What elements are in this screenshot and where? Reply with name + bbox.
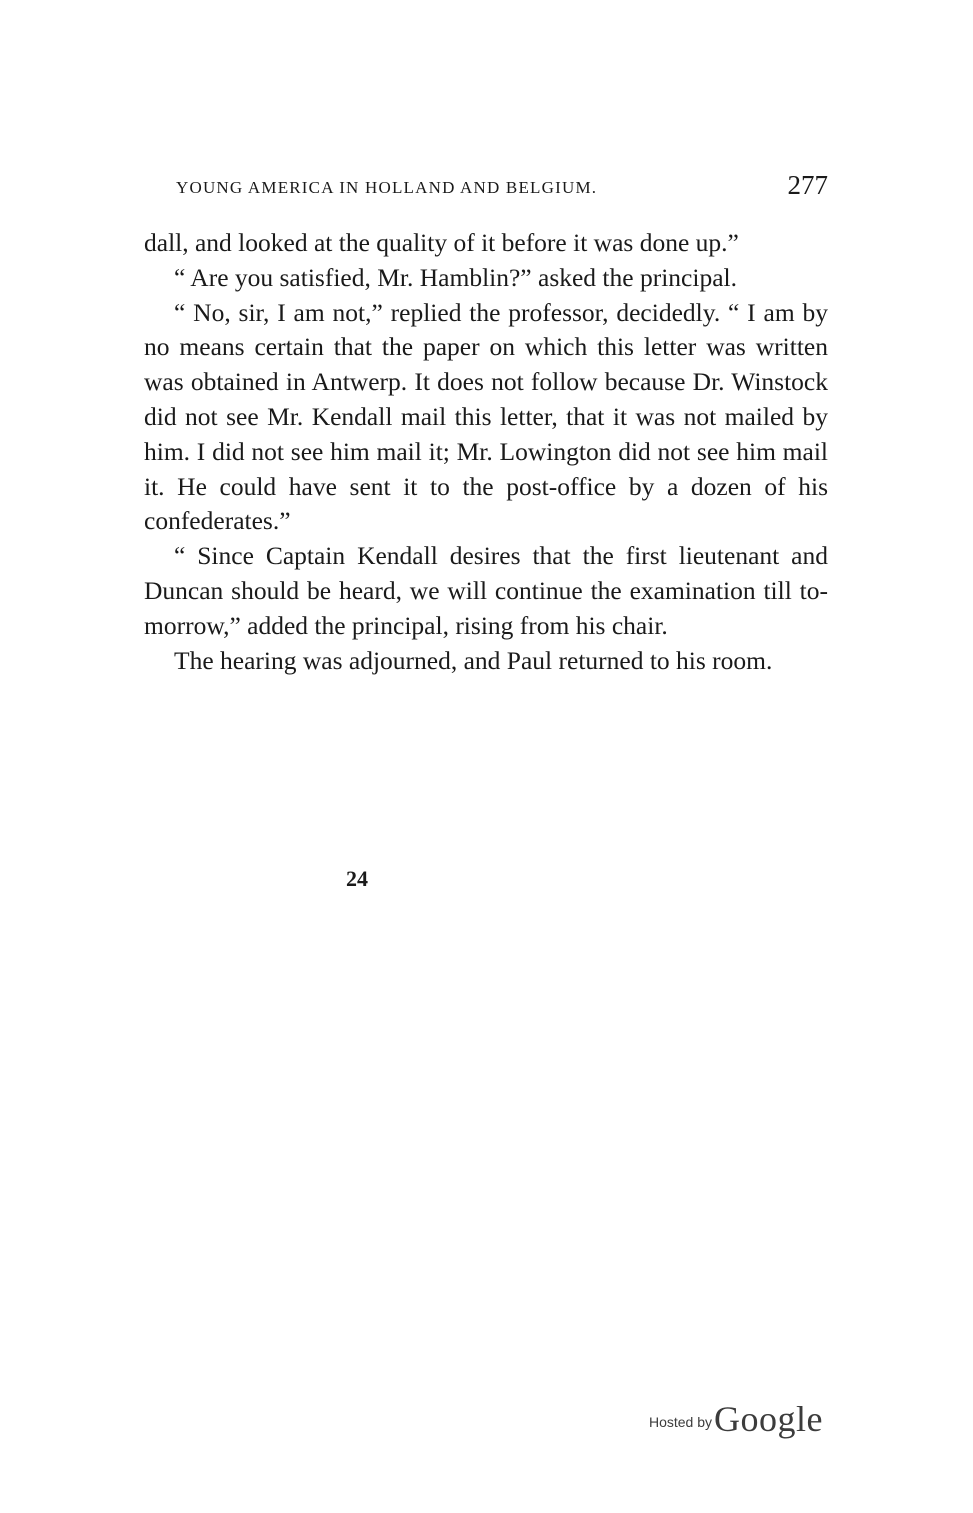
running-head	[176, 170, 828, 204]
page-number: 277	[787, 170, 828, 200]
hosted-by-label: Hosted by	[648, 1414, 713, 1430]
paragraph: “ No, sir, I am not,” replied the professor, decidedly. “ I am by no means certain that the paper on which this letter was written was obtained in Antwerp. It does not follow because Dr. Winstock did not see Mr. Kendall mail this letter, that it was not mailed by him. I did not see him mail it; Mr. Lowington did not see him mail it. He could have sent it to the post-office by a dozen of his confederates.”	[144, 297, 828, 536]
google-logo: Google	[714, 1399, 823, 1439]
hosted-by-watermark	[649, 1398, 823, 1448]
paragraph: “ Are you satisfied, Mr. Hamblin?” asked the principal.	[174, 262, 737, 292]
body-text	[144, 226, 828, 678]
paragraph: The hearing was adjourned, and Paul returned to his room.	[174, 645, 773, 675]
signature-mark: 24	[346, 866, 368, 891]
running-title: YOUNG AMERICA IN HOLLAND AND BELGIUM.	[176, 178, 598, 197]
paragraph: “ Since Captain Kendall desires that the first lieutenant and Duncan should be heard, we will continue the examination till to-morrow,” added the principal, rising from his chair.	[144, 541, 828, 640]
paragraph: dall, and looked at the quality of it before it was done up.”	[144, 228, 739, 257]
